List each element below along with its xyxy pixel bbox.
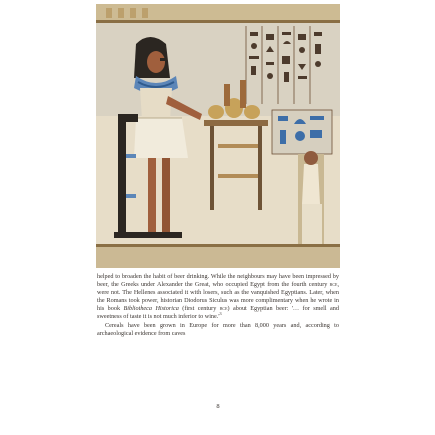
era-abbreviation: bce	[329, 281, 338, 289]
paragraph-1-run-1: helped to broaden the habit of beer drinking. While the neighbours may have been impressed by beer, the Greeks under Alexander the Great, who occupied Egypt from the fourth century	[97, 273, 339, 289]
paragraph-1-run-3: , were not. The Hellenes associated it with losers, such as the vanquished Egyptians. Later, when the Romans took power, historian Diodorus Siculus was more complimentary when he wrote in his book	[97, 281, 339, 313]
body-text	[97, 273, 339, 338]
page-number: 8	[216, 403, 220, 410]
paragraph-1-run-5: (first century	[178, 305, 220, 313]
footnote-marker: 3	[219, 311, 222, 317]
book-title: Bibliotheca Historica	[123, 305, 179, 313]
paragraph-2-run-1: Cereals have been grown in Europe for more than 8,000 years and, according to archaeological evidence from caves	[97, 321, 339, 337]
paragraph-2	[97, 322, 339, 338]
egyptian-relief-illustration	[96, 4, 340, 268]
era-abbreviation: bce	[219, 305, 228, 313]
paragraph-1-run-7: ) about Egyptian beer: '… for smell and sweetness of taste it is not much inferior to wine.'	[97, 305, 339, 321]
paragraph-1	[97, 273, 339, 322]
